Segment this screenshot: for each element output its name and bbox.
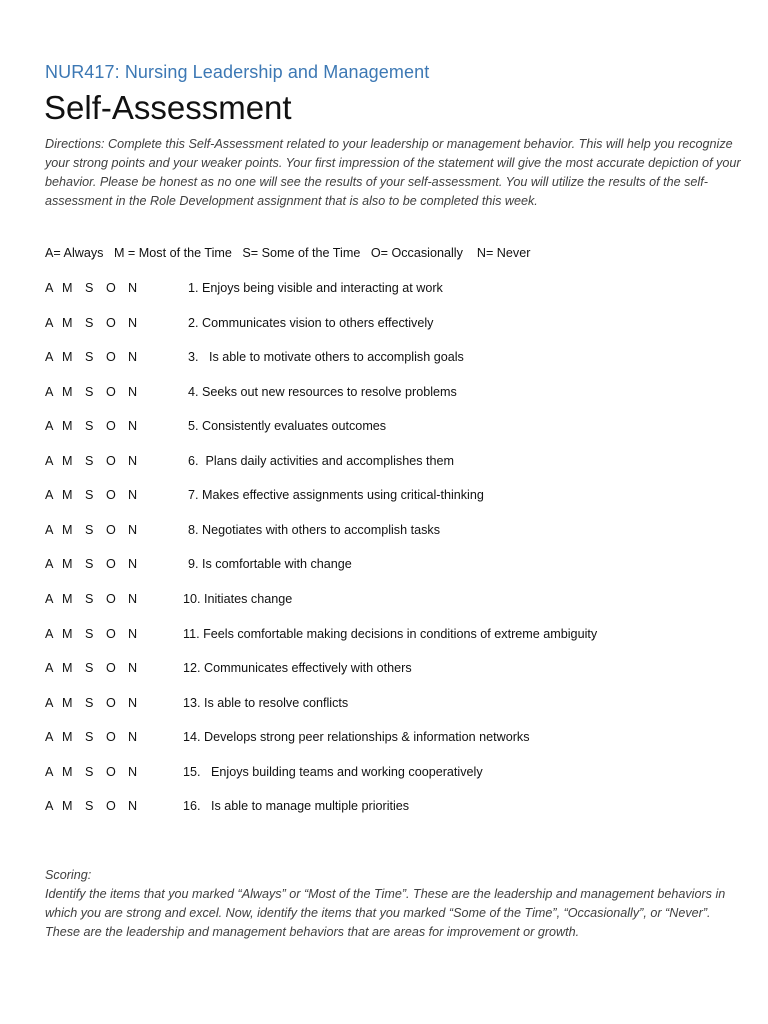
rating-option-n[interactable]: N <box>128 591 138 606</box>
statement-text: 9. Is comfortable with change <box>188 557 352 572</box>
rating-option-m[interactable]: M <box>62 315 73 330</box>
rating-option-o[interactable]: O <box>106 419 116 434</box>
statement-text: 14. Develops strong peer relationships & information networks <box>183 730 530 745</box>
rating-option-a[interactable]: A <box>45 591 54 606</box>
statement-text: 12. Communicates effectively with others <box>183 661 412 676</box>
statement-text: 8. Negotiates with others to accomplish tasks <box>188 522 440 537</box>
rating-option-m[interactable]: M <box>62 626 73 641</box>
rating-option-s[interactable]: S <box>85 315 94 330</box>
rating-option-m[interactable]: M <box>62 730 73 745</box>
rating-option-m[interactable]: M <box>62 557 73 572</box>
rating-option-n[interactable]: N <box>128 695 138 710</box>
statement-text: 1. Enjoys being visible and interacting at work <box>188 281 443 295</box>
rating-option-n[interactable]: N <box>128 557 138 572</box>
rating-option-m[interactable]: M <box>62 799 73 814</box>
rating-option-a[interactable]: A <box>45 522 54 537</box>
rating-option-s[interactable]: S <box>85 419 94 434</box>
rating-option-a[interactable]: A <box>45 453 54 468</box>
rating-option-m[interactable]: M <box>62 419 73 434</box>
rating-option-s[interactable]: S <box>85 799 94 814</box>
rating-option-s[interactable]: S <box>85 453 94 468</box>
scoring-text: Identify the items that you marked “Always” or “Most of the Time”. These are the leadership and management behaviors in which you are strong and excel. Now, identify the items that you marked “Some of the Time”, “Occasionally”, or “Never”. These are the leadership and management behaviors that are areas for improvement or growth. <box>45 887 726 939</box>
rating-option-o[interactable]: O <box>106 522 116 537</box>
rating-option-n[interactable]: N <box>128 661 138 676</box>
rating-option-m[interactable]: M <box>62 488 73 503</box>
statement-text: 3. Is able to motivate others to accomplish goals <box>188 350 464 365</box>
scoring-heading: Scoring: <box>45 868 92 882</box>
statement-text: 10. Initiates change <box>183 591 293 606</box>
rating-option-a[interactable]: A <box>45 488 54 503</box>
statement-text: 6. Plans daily activities and accomplishes them <box>188 453 454 468</box>
rating-option-o[interactable]: O <box>106 764 116 779</box>
rating-option-s[interactable]: S <box>85 764 94 779</box>
rating-option-o[interactable]: O <box>106 661 116 676</box>
rating-option-a[interactable]: A <box>45 315 54 330</box>
rating-option-o[interactable]: O <box>106 350 116 365</box>
course-title: NUR417: Nursing Leadership and Management <box>45 62 430 82</box>
rating-option-n[interactable]: N <box>128 453 138 468</box>
directions-text: Directions: Complete this Self-Assessment related to your leadership or management behavior. This will help you recognize your strong points and your weaker points. Your first impression of the statement will give the most accurate depiction of your behavior. Please be honest as no one will see the results of your self-assessment. You will utilize the results of the self-assessment in the Role Development assignment that is also to be completed this week. <box>45 137 741 208</box>
rating-option-o[interactable]: O <box>106 384 116 399</box>
statement-text: 4. Seeks out new resources to resolve problems <box>188 384 457 399</box>
rating-option-a[interactable]: A <box>45 557 54 572</box>
statement-text: 2. Communicates vision to others effectively <box>188 315 434 330</box>
rating-option-a[interactable]: A <box>45 626 54 641</box>
statement-text: 15. Enjoys building teams and working cooperatively <box>183 764 483 779</box>
rating-option-a[interactable]: A <box>45 695 54 710</box>
rating-option-a[interactable]: A <box>45 384 54 399</box>
rating-option-n[interactable]: N <box>128 350 138 365</box>
rating-option-n[interactable]: N <box>128 281 138 295</box>
statement-text: 5. Consistently evaluates outcomes <box>188 419 387 434</box>
rating-option-n[interactable]: N <box>128 799 138 814</box>
rating-option-a[interactable]: A <box>45 281 54 295</box>
rating-option-s[interactable]: S <box>85 730 94 745</box>
rating-option-s[interactable]: S <box>85 522 94 537</box>
rating-option-m[interactable]: M <box>62 350 73 365</box>
rating-option-a[interactable]: A <box>45 661 54 676</box>
rating-option-a[interactable]: A <box>45 799 54 814</box>
rating-option-a[interactable]: A <box>45 730 54 745</box>
rating-option-n[interactable]: N <box>128 488 138 503</box>
rating-option-n[interactable]: N <box>128 315 138 330</box>
rating-option-n[interactable]: N <box>128 626 138 641</box>
rating-option-s[interactable]: S <box>85 350 94 365</box>
rating-option-a[interactable]: A <box>45 419 54 434</box>
rating-option-m[interactable]: M <box>62 695 73 710</box>
statement-text: 13. Is able to resolve conflicts <box>183 695 349 710</box>
rating-option-m[interactable]: M <box>62 384 73 399</box>
rating-option-s[interactable]: S <box>85 557 94 572</box>
rating-option-o[interactable]: O <box>106 281 116 295</box>
rating-option-o[interactable]: O <box>106 626 116 641</box>
statement-text: 11. Feels comfortable making decisions in conditions of extreme ambiguity <box>183 626 598 641</box>
rating-option-m[interactable]: M <box>62 661 73 676</box>
rating-option-s[interactable]: S <box>85 661 94 676</box>
rating-option-o[interactable]: O <box>106 488 116 503</box>
statement-text: 7. Makes effective assignments using critical-thinking <box>188 488 484 503</box>
rating-option-s[interactable]: S <box>85 488 94 503</box>
page-title: Self-Assessment <box>44 89 292 126</box>
rating-option-s[interactable]: S <box>85 281 94 295</box>
statement-text: 16. Is able to manage multiple priorities <box>183 799 410 814</box>
rating-option-n[interactable]: N <box>128 764 138 779</box>
rating-option-n[interactable]: N <box>128 522 138 537</box>
rating-option-n[interactable]: N <box>128 730 138 745</box>
rating-option-s[interactable]: S <box>85 591 94 606</box>
rating-option-o[interactable]: O <box>106 730 116 745</box>
rating-option-o[interactable]: O <box>106 591 116 606</box>
rating-option-o[interactable]: O <box>106 315 116 330</box>
rating-option-a[interactable]: A <box>45 350 54 365</box>
rating-legend: A= Always M = Most of the Time S= Some of the Time O= Occasionally N= Never <box>45 246 531 260</box>
rating-option-a[interactable]: A <box>45 764 54 779</box>
rating-option-m[interactable]: M <box>62 453 73 468</box>
rating-option-m[interactable]: M <box>62 522 73 537</box>
rating-option-m[interactable]: M <box>62 764 73 779</box>
rating-option-n[interactable]: N <box>128 384 138 399</box>
rating-option-m[interactable]: M <box>62 281 73 295</box>
rating-option-s[interactable]: S <box>85 384 94 399</box>
rating-option-o[interactable]: O <box>106 799 116 814</box>
rating-option-s[interactable]: S <box>85 626 94 641</box>
rating-option-s[interactable]: S <box>85 695 94 710</box>
rating-option-n[interactable]: N <box>128 419 138 434</box>
rating-option-o[interactable]: O <box>106 557 116 572</box>
scoring-section <box>45 866 735 942</box>
rating-option-o[interactable]: O <box>106 695 116 710</box>
rating-option-m[interactable]: M <box>62 591 73 606</box>
rating-option-o[interactable]: O <box>106 453 116 468</box>
